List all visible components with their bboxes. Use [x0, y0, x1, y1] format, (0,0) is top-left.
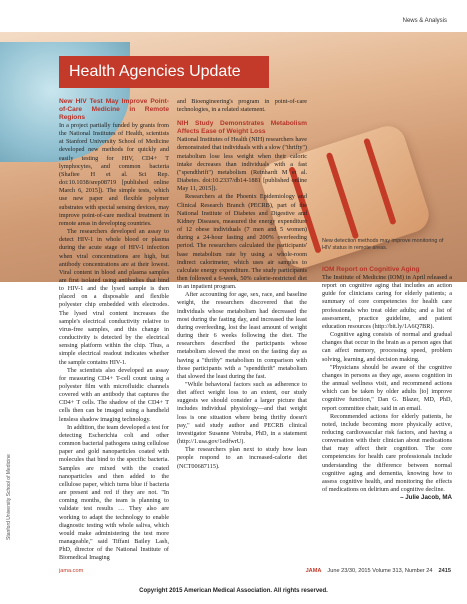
article-heading-nih: NIH Study Demonstrates Metabolism Affects Ease of Weight Loss	[177, 120, 307, 136]
paragraph: "Physicians should be aware of the cognitive changes in persons as they age, assess cognition in the annual wellness visit, and recommend actions which can be taken by older adults [to] improve cognitive function," Dan G. Blazer, MD, PhD, report committee chair, said in an email.	[322, 363, 452, 412]
footer-page-number: 2415	[438, 568, 451, 574]
paragraph: "While behavioral factors such as adherence to diet affect weight loss to an extent, our study suggests we should consider a larger picture that includes individual physiology—and that weight loss is one situation where being thrifty doesn't pay," said study author and PECRB clinical investigator Susanne Votruba, PhD, in a statement (http://1.usa.gov/1edfwrU).	[177, 381, 307, 446]
paragraph: Researchers at the Phoenix Epidemiology and Clinical Research Branch (PECRB), part of the National Institute of Diabetes and Digestive and Kidney Diseases, measured the energy expenditure of 12 obese individuals (7 men and 5 women) during a 24-hour fasting and 200% overfeeding period. The researchers calculated the participants' base metabolism rate by using a whole-room indirect calorimeter, which uses air samples to calculate energy expenditure. The study participants then followed a 6-week, 50% calorie-restricted diet in an inpatient program.	[177, 193, 307, 291]
copyright-notice: Copyright 2015 American Medical Association. All rights reserved.	[139, 588, 328, 594]
paragraph: In a project partially funded by grants from the National Institutes of Health, scientists at Stanford University School of Medicine developed new methods for quickly and easily testing for HIV, CD4+ T lymphocytes, and common bacteria (Shafiee H et al. Sci Rep. doi:10.1038/srep08719 [published online March 6, 2015]). The simple tests, which use new paper and flexible polymer substrates with special sensing devices, may improve point-of-care medical treatment in remote areas in developing countries.	[59, 122, 169, 227]
paragraph: The Institute of Medicine (IOM) in April released a report on cognitive aging that includes an action guide for clinicians caring for elderly patients; a summary of core competencies for health care professionals who treat older adults; and a list of assessment, practice guideline, and patient education resources (http://bit.ly/1A6Q7BR).	[322, 274, 452, 330]
footer-journal: JAMA	[305, 568, 322, 574]
column-3	[322, 266, 452, 502]
paragraph: National Institutes of Health (NIH) researchers have demonstrated that individuals with a slow ("thrifty") metabolism lose less weight when their caloric intake decreases than individuals with a fast ("spendthrift") metabolism (Reinhardt M et al. Diabetes. doi:10.2337/db14-1881 [published online May 11, 2015]).	[177, 136, 307, 193]
article-heading-hiv: New HIV Test May Improve Point-of-Care Medicine in Remote Regions	[59, 98, 169, 121]
paragraph: and Bioengineering's program in point-of-care technologies, in a related statement.	[177, 98, 307, 114]
section-label: News & Analysis	[402, 18, 447, 24]
banner-title-bar	[59, 56, 269, 88]
paragraph: After accounting for age, sex, race, and baseline weight, the researchers discovered that the individuals whose metabolism had decreased the most during the fasting day, and increased the least during overfeeding, lost the least amount of weight during their 6 weeks following the diet. The researchers described the participants whose metabolism slowed the most on the fasting day as having a "thrifty" metabolism in comparison with those participants with a "spendthrift" metabolism that slowed the least during the fast.	[177, 291, 307, 380]
banner-title: Health Agencies Update	[69, 63, 241, 80]
paragraph: The researchers developed an assay to detect HIV-1 in whole blood or plasma during the acute stage of HIV-1 infection when viral concentrations are high, but antibody concentrations are at their lowest. Viral content in blood and plasma samples are first isolated using antibodies that bind to HIV-1 and the lysed sample is then placed on a disposable and flexible polyester chip embedded with electrodes. The lysed viral content increases the sample's electrical conductivity relative to virus-free samples, and this change in conductivity is detected by the electrical sensing platform within the chip. Thus, a simple electrical readout indicates whether the sample contains HIV-1.	[59, 228, 169, 366]
column-1	[59, 98, 169, 562]
paragraph: Recommended actions for elderly patients, he noted, include becoming more physically active, reducing cardiovascular risk factors, and having a conversation with their clinician about medications that may affect their cognition. The core competencies for health care professionals include understanding the difference between normal cognitive aging and dementia, knowing how to assess cognitive health, and monitoring the effects of medications on delirium and cognitive decline.	[322, 412, 452, 494]
paragraph: The researchers plan next to study how lean people respond to an increased-calorie diet (NCT00687115).	[177, 446, 307, 470]
image-caption: New detection methods may improve monitoring of HIV status in remote areas.	[322, 238, 444, 251]
footer-issue-info	[306, 568, 451, 574]
paragraph: In addition, the team developed a test for detecting Escherichia coli and other common bacterial pathogens using cellulose paper and gold nanoparticles coated with molecules that bind to the specific bacteria. Samples are mixed with the coated nanoparticles and then added to the cellulose paper, which turns blue if bacteria are present and red if they are not. "In coming months, the team is planning to validate test results … They also are working to adapt the technology to enable diagnostic testing with whole saliva, which would make administering the test more manageable," said Tiffani Bailey Lash, PhD, director of the National Institute of Biomedical Imaging	[59, 423, 169, 562]
paragraph: The scientists also developed an assay for measuring CD4+ T-cell count using a polyester film with microfluidic channels covered with an antibody that captures the CD4+ T cells. The shadow of the CD4+ T cells then can be imaged using a handheld lensless shadow imaging technology.	[59, 366, 169, 423]
article-heading-iom: IOM Report on Cognitive Aging	[322, 266, 420, 273]
column-2	[177, 98, 307, 471]
byline: – Julie Jacob, MA	[400, 494, 452, 502]
footer-issue: June 23/30, 2015 Volume 313, Number 24	[327, 568, 433, 574]
photo-credit: Stanford University School of Medicine	[6, 454, 12, 540]
footer-site-link[interactable]: jama.com	[59, 568, 84, 574]
paragraph: Cognitive aging consists of normal and gradual changes that occur in the brain as a person ages that can affect memory, processing speed, problem solving, learning, and decision making.	[322, 331, 452, 363]
